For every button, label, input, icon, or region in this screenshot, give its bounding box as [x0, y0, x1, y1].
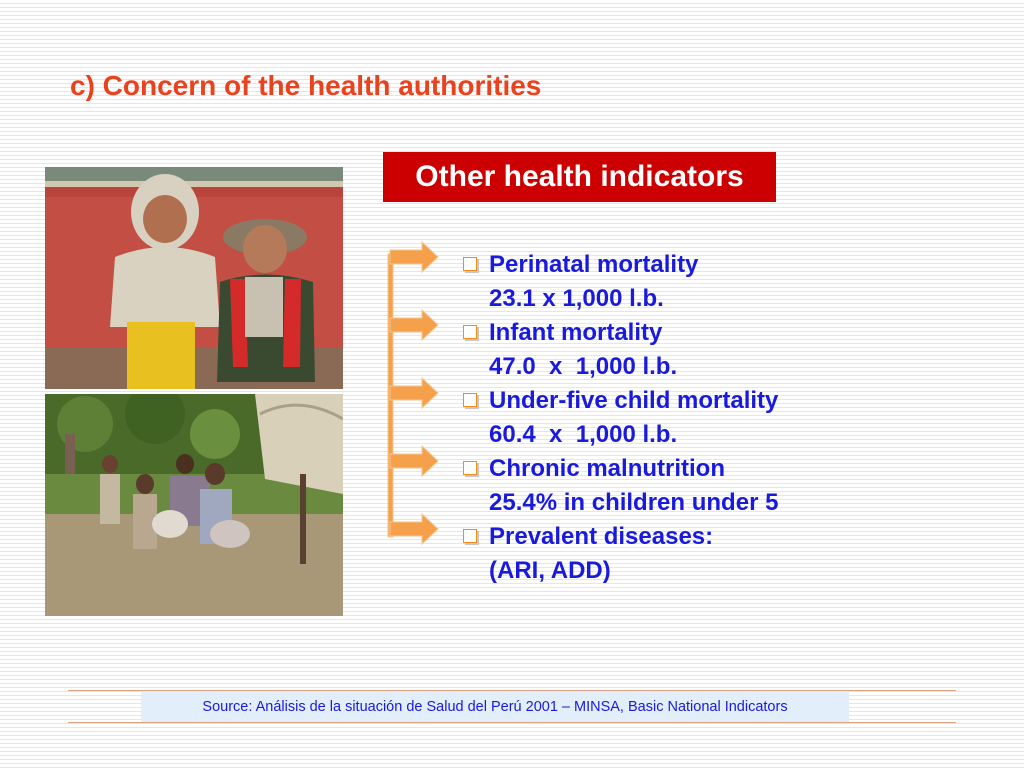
indicator-malnutrition: [461, 452, 861, 520]
indicator-label: Under-five child mortality: [489, 387, 779, 414]
bracket-arrows: [380, 240, 440, 550]
indicator-perinatal: [461, 248, 861, 316]
village-children-photo: [45, 394, 343, 616]
indicator-label: Prevalent diseases:: [489, 523, 714, 550]
indicator-value: 23.1 x 1,000 l.b.: [489, 285, 664, 312]
indicator-value: 60.4 x 1,000 l.b.: [489, 421, 678, 448]
indicator-label: Infant mortality: [489, 319, 663, 346]
indicator-infant: [461, 316, 861, 384]
children-photo-image: [45, 167, 343, 389]
children-photo: [45, 167, 343, 389]
arrow-icon: [380, 240, 440, 550]
indicator-value: 25.4% in children under 5: [489, 489, 779, 516]
indicator-diseases: [461, 520, 861, 588]
indicator-label: Chronic malnutrition: [489, 455, 725, 482]
indicator-value: (ARI, ADD): [489, 557, 611, 584]
indicator-label: Perinatal mortality: [489, 251, 699, 278]
village-children-photo-image: [45, 394, 343, 616]
source-citation: Source: Análisis de la situación de Salud del Perú 2001 – MINSA, Basic National Indicators: [141, 691, 849, 722]
indicators-list: [461, 248, 861, 588]
indicator-value: 47.0 x 1,000 l.b.: [489, 353, 678, 380]
checkbox-bullet-icon: [463, 529, 477, 543]
checkbox-bullet-icon: [463, 257, 477, 271]
indicator-under-five: [461, 384, 861, 452]
checkbox-bullet-icon: [463, 461, 477, 475]
checkbox-bullet-icon: [463, 393, 477, 407]
slide-title: c) Concern of the health authorities: [70, 70, 542, 101]
indicators-heading: Other health indicators: [383, 152, 776, 202]
checkbox-bullet-icon: [463, 325, 477, 339]
footer-divider-bottom: [68, 722, 956, 723]
